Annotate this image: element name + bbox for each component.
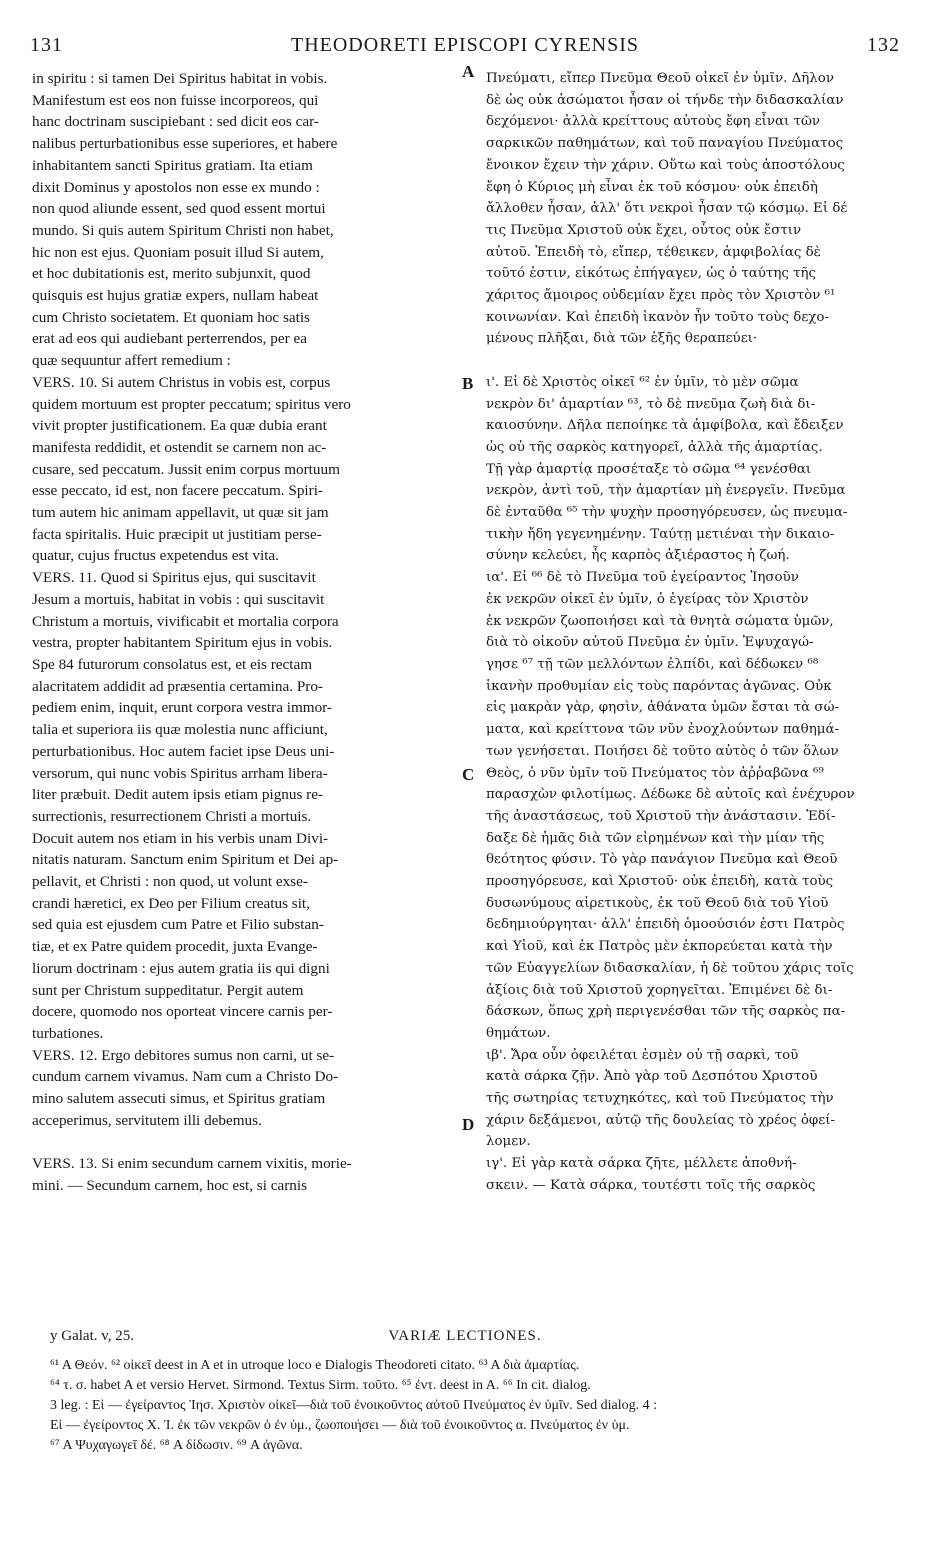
- greek-text-line: Τῇ γὰρ ἁμαρτίᾳ προσέταξε τὸ σῶμα ⁶⁴ γενέσθαι: [486, 461, 812, 477]
- page-number-right: 132: [867, 34, 900, 56]
- variae-lectiones-title: VARIÆ LECTIONES.: [388, 1328, 542, 1344]
- greek-text-line: ιβ'. Ἄρα οὖν ὀφειλέται ἐσμὲν οὐ τῇ σαρκὶ, τοῦ: [486, 1047, 799, 1063]
- page-header: [30, 34, 900, 64]
- latin-text-line: in spiritu : si tamen Dei Spiritus habitat in vobis.: [32, 70, 328, 87]
- latin-text-line: Manifestum est eos non fuisse incorporeos, qui: [32, 91, 319, 109]
- latin-text-line: liter præbuit. Dedit autem ipsis etiam pignus re-: [32, 786, 324, 804]
- greek-text-line: χάριτος ἄμοιρος οὐδεμίαν ἔχει πρὸς τὸν Χριστὸν ⁶¹: [486, 288, 836, 304]
- greek-text-line: μένους πλῆξαι, διὰ τῶν ἑξῆς θεραπεύει·: [486, 331, 758, 347]
- greek-text-line: τῆς σωτηρίας τετυχηκότες, καὶ τοῦ Πνεύματος τὴν: [486, 1091, 834, 1107]
- greek-text-line: ματα, καὶ κρείττονα τῶν νῦν ἐνοχλούντων παθημά-: [486, 722, 840, 738]
- latin-text-line: inhabitantem sancti Spiritus gratiam. Ita etiam: [32, 156, 313, 174]
- latin-text-line: nalibus perturbationibus esse superiores, et habere: [32, 135, 338, 153]
- variant-reading-line: ⁶⁷ A Ψυχαγωγεῖ δέ. ⁶⁸ A δίδωσιν. ⁶⁹ A ἀγῶνα.: [50, 1438, 303, 1453]
- latin-text-line: VERS. 12. Ergo debitores sumus non carni, ut se-: [32, 1046, 335, 1064]
- latin-text-line: surrectionis, resurrectionem Christi a mortuis.: [32, 807, 312, 825]
- latin-text-line: alacritatem addidit ad præsentia certamina. Pro-: [32, 677, 323, 695]
- variant-reading-line: 3 leg. : Εἰ — ἐγείραντος Ἰησ. Χριστὸν οἰκεῖ—διὰ τοῦ ἐνοικοῦντος αὐτοῦ Πνεύματος ἐν ὑμῖν. Sed dialog. 4 :: [50, 1398, 658, 1413]
- latin-text-line: [32, 1131, 464, 1153]
- greek-text-line: θεότητος φύσιν. Τὸ γὰρ πανάγιον Πνεῦμα καὶ Θεοῦ: [486, 852, 838, 868]
- latin-text-line: tiæ, et ex Patre quidem procedit, juxta Evange-: [32, 938, 318, 956]
- latin-text-line: cum Christo societatem. Et quoniam hoc satis: [32, 308, 310, 326]
- latin-text-line: tum autem hic animam appellavit, ut quæ sit jam: [32, 504, 329, 522]
- greek-text-line: ια'. Εἰ ⁶⁶ δὲ τὸ Πνεῦμα τοῦ ἐγείραντος Ἰησοῦν: [486, 570, 799, 586]
- greek-text-line: παρασχὼν φιλοτίμως. Δέδωκε δὲ αὐτοῖς καὶ ἐνέχυρον: [486, 787, 855, 803]
- latin-text-line: cundum carnem vivamus. Nam cum a Christo Do-: [32, 1068, 339, 1086]
- greek-text-line: ι'. Εἰ δὲ Χριστὸς οἰκεῖ ⁶² ἐν ὑμῖν, τὸ μὲν σῶμα: [486, 374, 799, 390]
- greek-text-line: Θεὸς, ὁ νῦν ὑμῖν τοῦ Πνεύματος τὸν ἀῤῥαβῶνα ⁶⁹: [486, 765, 824, 781]
- variant-reading-line: Εἰ — ἐγείροντος X. Ἰ. ἐκ τῶν νεκρῶν ὁ ἐν ὑμ., ζωοποιήσει — διὰ τοῦ ἐνοικοῦντος α. Πνεύματος ἐν ὑμ.: [50, 1418, 630, 1433]
- latin-text-line: acceperimus, servitutem illi debemus.: [32, 1111, 262, 1129]
- greek-text-line: αὐτοῦ. Ἐπειδὴ τὸ, εἴπερ, τέθεικεν, ἀμφιβολίας δὲ: [486, 244, 821, 260]
- greek-text-line: τικὴν ἤδη γεγενημένην. Ταύτῃ μετιέναι τὴν δικαιο-: [486, 526, 835, 542]
- latin-text-line: pediem enim, inquit, erunt corpora vestra immor-: [32, 699, 332, 717]
- greek-text-line: ἱκανὴν προθυμίαν εἰς τοὺς παρόντας ἀγῶνας. Οὐκ: [486, 678, 832, 694]
- greek-text-line: ἀξίοις διὰ τοῦ Χριστοῦ χορηγεῖται. Ἐπιμένει δὲ δι-: [486, 982, 833, 998]
- greek-text-line: χάριν δεξάμενοι, αὐτῷ τῆς δουλείας τὸ χρέος ὀφεί-: [486, 1112, 836, 1128]
- greek-text-line: τις Πνεῦμα Χριστοῦ οὐκ ἔχει, οὗτος οὐκ ἔστιν: [486, 222, 802, 238]
- latin-text-line: hanc doctrinam suscipiebant : sed dicit eos car-: [32, 113, 319, 131]
- latin-text-line: docere, quomodo nos oporteat vincere carnis per-: [32, 1003, 333, 1021]
- latin-text-line: quæ sequuntur affert remedium :: [32, 352, 231, 370]
- latin-text-line: perturbationibus. Hoc autem faciet ipse Deus uni-: [32, 742, 335, 760]
- greek-text-line: κοινωνίαν. Καὶ ἐπειδὴ ἱκανὸν ἦν τοῦτο τοὺς δεχο-: [486, 309, 829, 325]
- latin-text-line: facta spiritalis. Huic præcipit ut justitiam perse-: [32, 525, 322, 543]
- latin-text-line: versorum, qui nunc vobis Spiritus arrham libera-: [32, 764, 328, 782]
- latin-text-line: Jesum a mortuis, habitat in vobis : qui suscitavit: [32, 590, 325, 608]
- greek-text-line: δυσωνύμους αἱρετικοὺς, ἐκ τοῦ Θεοῦ διὰ τοῦ Υἱοῦ: [486, 895, 829, 911]
- greek-text-line: νεκρὸν δι' ἁμαρτίαν ⁶³, τὸ δὲ πνεῦμα ζωὴ διὰ δι-: [486, 396, 816, 412]
- margin-marker-c: C: [462, 765, 475, 784]
- latin-text-line: VERS. 13. Si enim secundum carnem vixitis, morie-: [32, 1155, 352, 1173]
- greek-text-line: δεδημιούργηται· ἀλλ' ἐπειδὴ ὁμοούσιόν ἐστι Πατρὸς: [486, 917, 845, 933]
- latin-text-line: VERS. 11. Quod si Spiritus ejus, qui suscitavit: [32, 569, 316, 587]
- greek-text-line: δεχόμενοι· ἀλλὰ κρείττους αὐτοὺς ἔφη εἶναι τῶν: [486, 114, 821, 130]
- greek-text-line: διὰ τὸ οἰκοῦν αὐτοῦ Πνεῦμα ἐν ὑμῖν. Ἐψυχαγώ-: [486, 635, 814, 651]
- greek-text-line: [486, 350, 906, 372]
- greek-text-line: ἔφη ὁ Κύριος μὴ εἶναι ἐκ τοῦ κόσμου· οὐκ ἐπειδὴ: [486, 179, 818, 195]
- latin-text-line: turbationes.: [32, 1024, 104, 1042]
- latin-text-line: sed quia est ejusdem cum Patre et Filio substan-: [32, 916, 324, 934]
- latin-text-line: nitatis naturam. Sanctum enim Spiritum et Dei ap-: [32, 851, 339, 869]
- latin-text-line: talia et superiora iis quæ molestia nunc afficiunt,: [32, 721, 328, 739]
- greek-text-line: θημάτων.: [486, 1025, 551, 1041]
- latin-text-line: non quod aliunde essent, sed quod essent mortui: [32, 200, 326, 218]
- latin-text-line: hic non est ejus. Quoniam posuit illud Si autem,: [32, 243, 324, 261]
- greek-text-line: προσηγόρευσε, καὶ Χριστοῦ· οὐκ ἐπειδὴ, κατὰ τοὺς: [486, 874, 834, 890]
- latin-text-line: esse peccato, id est, non facere peccatum. Spiri-: [32, 482, 323, 500]
- latin-text-line: erat ad eos qui audiebant perterrendos, per ea: [32, 330, 307, 348]
- greek-text-line: εἰς μακρὰν γὰρ, φησὶν, ἀθάνατα ὑμῶν ἔσται τὰ σώ-: [486, 700, 840, 716]
- greek-text-line: δάσκων, ὅπως χρὴ περιγενέσθαι τῶν τῆς σαρκὸς πα-: [486, 1004, 846, 1020]
- greek-text-line: δαξε δὲ ἡμᾶς διὰ τῶν εἰρημένων καὶ τὴν μίαν τῆς: [486, 830, 825, 846]
- variant-reading-line: ⁶⁴ τ. σ. habet A et versio Hervet. Sirmond. Textus Sirm. τοῦτο. ⁶⁵ ἐντ. deest in A. ⁶⁶ In cit. dialog.: [50, 1378, 591, 1393]
- greek-text-line: τῶν Εὐαγγελίων διδασκαλίαν, ἡ δὲ τοῦτου χάρις τοῖς: [486, 960, 854, 976]
- greek-text-line: τῆς ἀναστάσεως, τοῦ Χριστοῦ τὴν ἀνάστασιν. Ἐδί-: [486, 808, 836, 824]
- greek-text-line: δὲ ἐνταῦθα ⁶⁵ τὴν ψυχὴν προσηγόρευσεν, ὡς πνευμα-: [486, 505, 848, 521]
- greek-text-line: δὲ ὡς οὐκ ἀσώματοι ἦσαν οἱ τήνδε τὴν διδασκαλίαν: [486, 92, 844, 108]
- greek-text-line: καιοσύνην. Δῆλα πεποίηκε τὰ ἀμφίβολα, καὶ ἔδειξεν: [486, 418, 844, 434]
- greek-text-line: σύνην κελεύει, ἧς καρπὸς ἀξιέραστος ἡ ζωή.: [486, 548, 790, 564]
- greek-text-line: κατὰ σάρκα ζῇν. Ἀπὸ γὰρ τοῦ Δεσπότου Χριστοῦ: [486, 1069, 818, 1085]
- latin-text-line: dixit Dominus y apostolos non esse ex mundo :: [32, 178, 320, 196]
- greek-text-line: καὶ Υἱοῦ, καὶ ἐκ Πατρὸς μὲν ἐκπορεύεται κατὰ τὴν: [486, 939, 833, 955]
- latin-text-line: cusare, sed peccatum. Jussit enim corpus mortuum: [32, 460, 340, 478]
- greek-text-line: των γενήσεται. Ποιήσει δὲ τοῦτο αὐτὸς ὁ τῶν ὅλων: [486, 743, 839, 759]
- greek-text-line: σαρκικῶν παθημάτων, καὶ τοῦ παναγίου Πνεύματος: [486, 136, 844, 152]
- greek-text-line: τοῦτό ἐστιν, εἰκότως ἐπήγαγεν, ὡς ὁ ταύτης τῆς: [486, 266, 817, 282]
- page-number-left: 131: [30, 34, 63, 56]
- latin-column: [32, 68, 464, 1197]
- greek-text-line: Πνεύματι, εἴπερ Πνεῦμα Θεοῦ οἰκεῖ ἐν ὑμῖν. Δῆλον: [486, 71, 834, 86]
- latin-text-line: vivit propter justificationem. Ea quæ dubia erant: [32, 417, 327, 435]
- margin-marker-b: B: [462, 374, 474, 393]
- latin-text-line: mini. — Secundum carnem, hoc est, si carnis: [32, 1176, 307, 1194]
- footnote-reference: y Galat. v, 25.: [50, 1328, 135, 1344]
- latin-text-line: quidem mortuum est propter peccatum; spiritus vero: [32, 395, 351, 413]
- margin-marker-d: D: [462, 1115, 475, 1134]
- latin-text-line: Docuit autem nos etiam in his verbis unam Divi-: [32, 829, 329, 847]
- greek-text-line: ἐκ νεκρῶν ζωοποιήσει καὶ τὰ θνητὰ σώματα ὑμῶν,: [486, 613, 834, 629]
- greek-text-line: ἔνοικον ἔχειν τὴν χάριν. Οὕτω καὶ τοὺς ἀποστόλους: [486, 157, 845, 173]
- latin-text-line: vestra, propter habitantem Spiritum ejus in vobis.: [32, 634, 333, 652]
- latin-text-line: Christum a mortuis, vivificabit et mortalia corpora: [32, 612, 339, 630]
- latin-text-line: et hoc dubitationis est, merito subjunxit, quod: [32, 265, 311, 283]
- greek-text-line: νεκρὸν, ἀντὶ τοῦ, τὴν ἁμαρτίαν μὴ ἐνεργεῖν. Πνεῦμα: [486, 483, 846, 499]
- variant-reading-line: ⁶¹ A Θεόν. ⁶² οἰκεῖ deest in A et in utroque loco e Dialogis Theodoreti citato. ⁶³ A διὰ ἁμαρτίας.: [50, 1358, 580, 1373]
- margin-marker-a: A: [462, 62, 475, 81]
- latin-text-line: Spe 84 futurorum consolatus est, et eis rectam: [32, 655, 313, 673]
- latin-text-line: VERS. 10. Si autem Christus in vobis est, corpus: [32, 373, 331, 391]
- latin-text-line: quatur, cujus fructus expetendus est vita.: [32, 547, 279, 565]
- greek-column: [486, 68, 906, 1197]
- latin-text-line: crandi hæretici, ex Deo per Filium creatus sit,: [32, 894, 310, 912]
- greek-text-line: ὡς οὐ τῆς σαρκὸς κατηγορεῖ, ἀλλὰ τῆς ἁμαρτίας.: [486, 439, 823, 455]
- greek-text-line: ιγ'. Εἰ γὰρ κατὰ σάρκα ζῆτε, μέλλετε ἀποθνή-: [486, 1156, 797, 1172]
- latin-text-line: pellavit, et Christi : non quod, ut volunt exse-: [32, 873, 308, 891]
- running-title: THEODORETI EPISCOPI CYRENSIS: [290, 34, 640, 56]
- variae-lectiones: [50, 1356, 910, 1456]
- greek-text-line: ἐκ νεκρῶν οἰκεῖ ἐν ὑμῖν, ὁ ἐγείρας τὸν Χριστὸν: [486, 591, 809, 607]
- greek-text-line: λομεν.: [486, 1134, 531, 1150]
- greek-text-line: γησε ⁶⁷ τῇ τῶν μελλόντων ἐλπίδι, καὶ δέδωκεν ⁶⁸: [486, 656, 819, 672]
- latin-text-line: mino salutem assecuti simus, et Spiritus gratiam: [32, 1090, 326, 1108]
- greek-text-line: σκειν. — Κατὰ σάρκα, τουτέστι τοῖς τῆς σαρκὸς: [486, 1177, 816, 1193]
- latin-text-line: sunt per Christum suppeditatur. Pergit autem: [32, 981, 304, 999]
- latin-text-line: liorum doctrinam : ejus autem gratia iis qui digni: [32, 959, 330, 977]
- latin-text-line: manifesta reddidit, et ostendit se carnem non ac-: [32, 438, 327, 456]
- greek-text-line: ἄλλοθεν ἦσαν, ἀλλ' ὅτι νεκροὶ ἦσαν τῷ κόσμῳ. Εἰ δέ: [486, 201, 848, 217]
- latin-text-line: mundo. Si quis autem Spiritum Christi non habet,: [32, 221, 334, 239]
- latin-text-line: quisquis est hujus gratiæ expers, nullam habeat: [32, 287, 319, 305]
